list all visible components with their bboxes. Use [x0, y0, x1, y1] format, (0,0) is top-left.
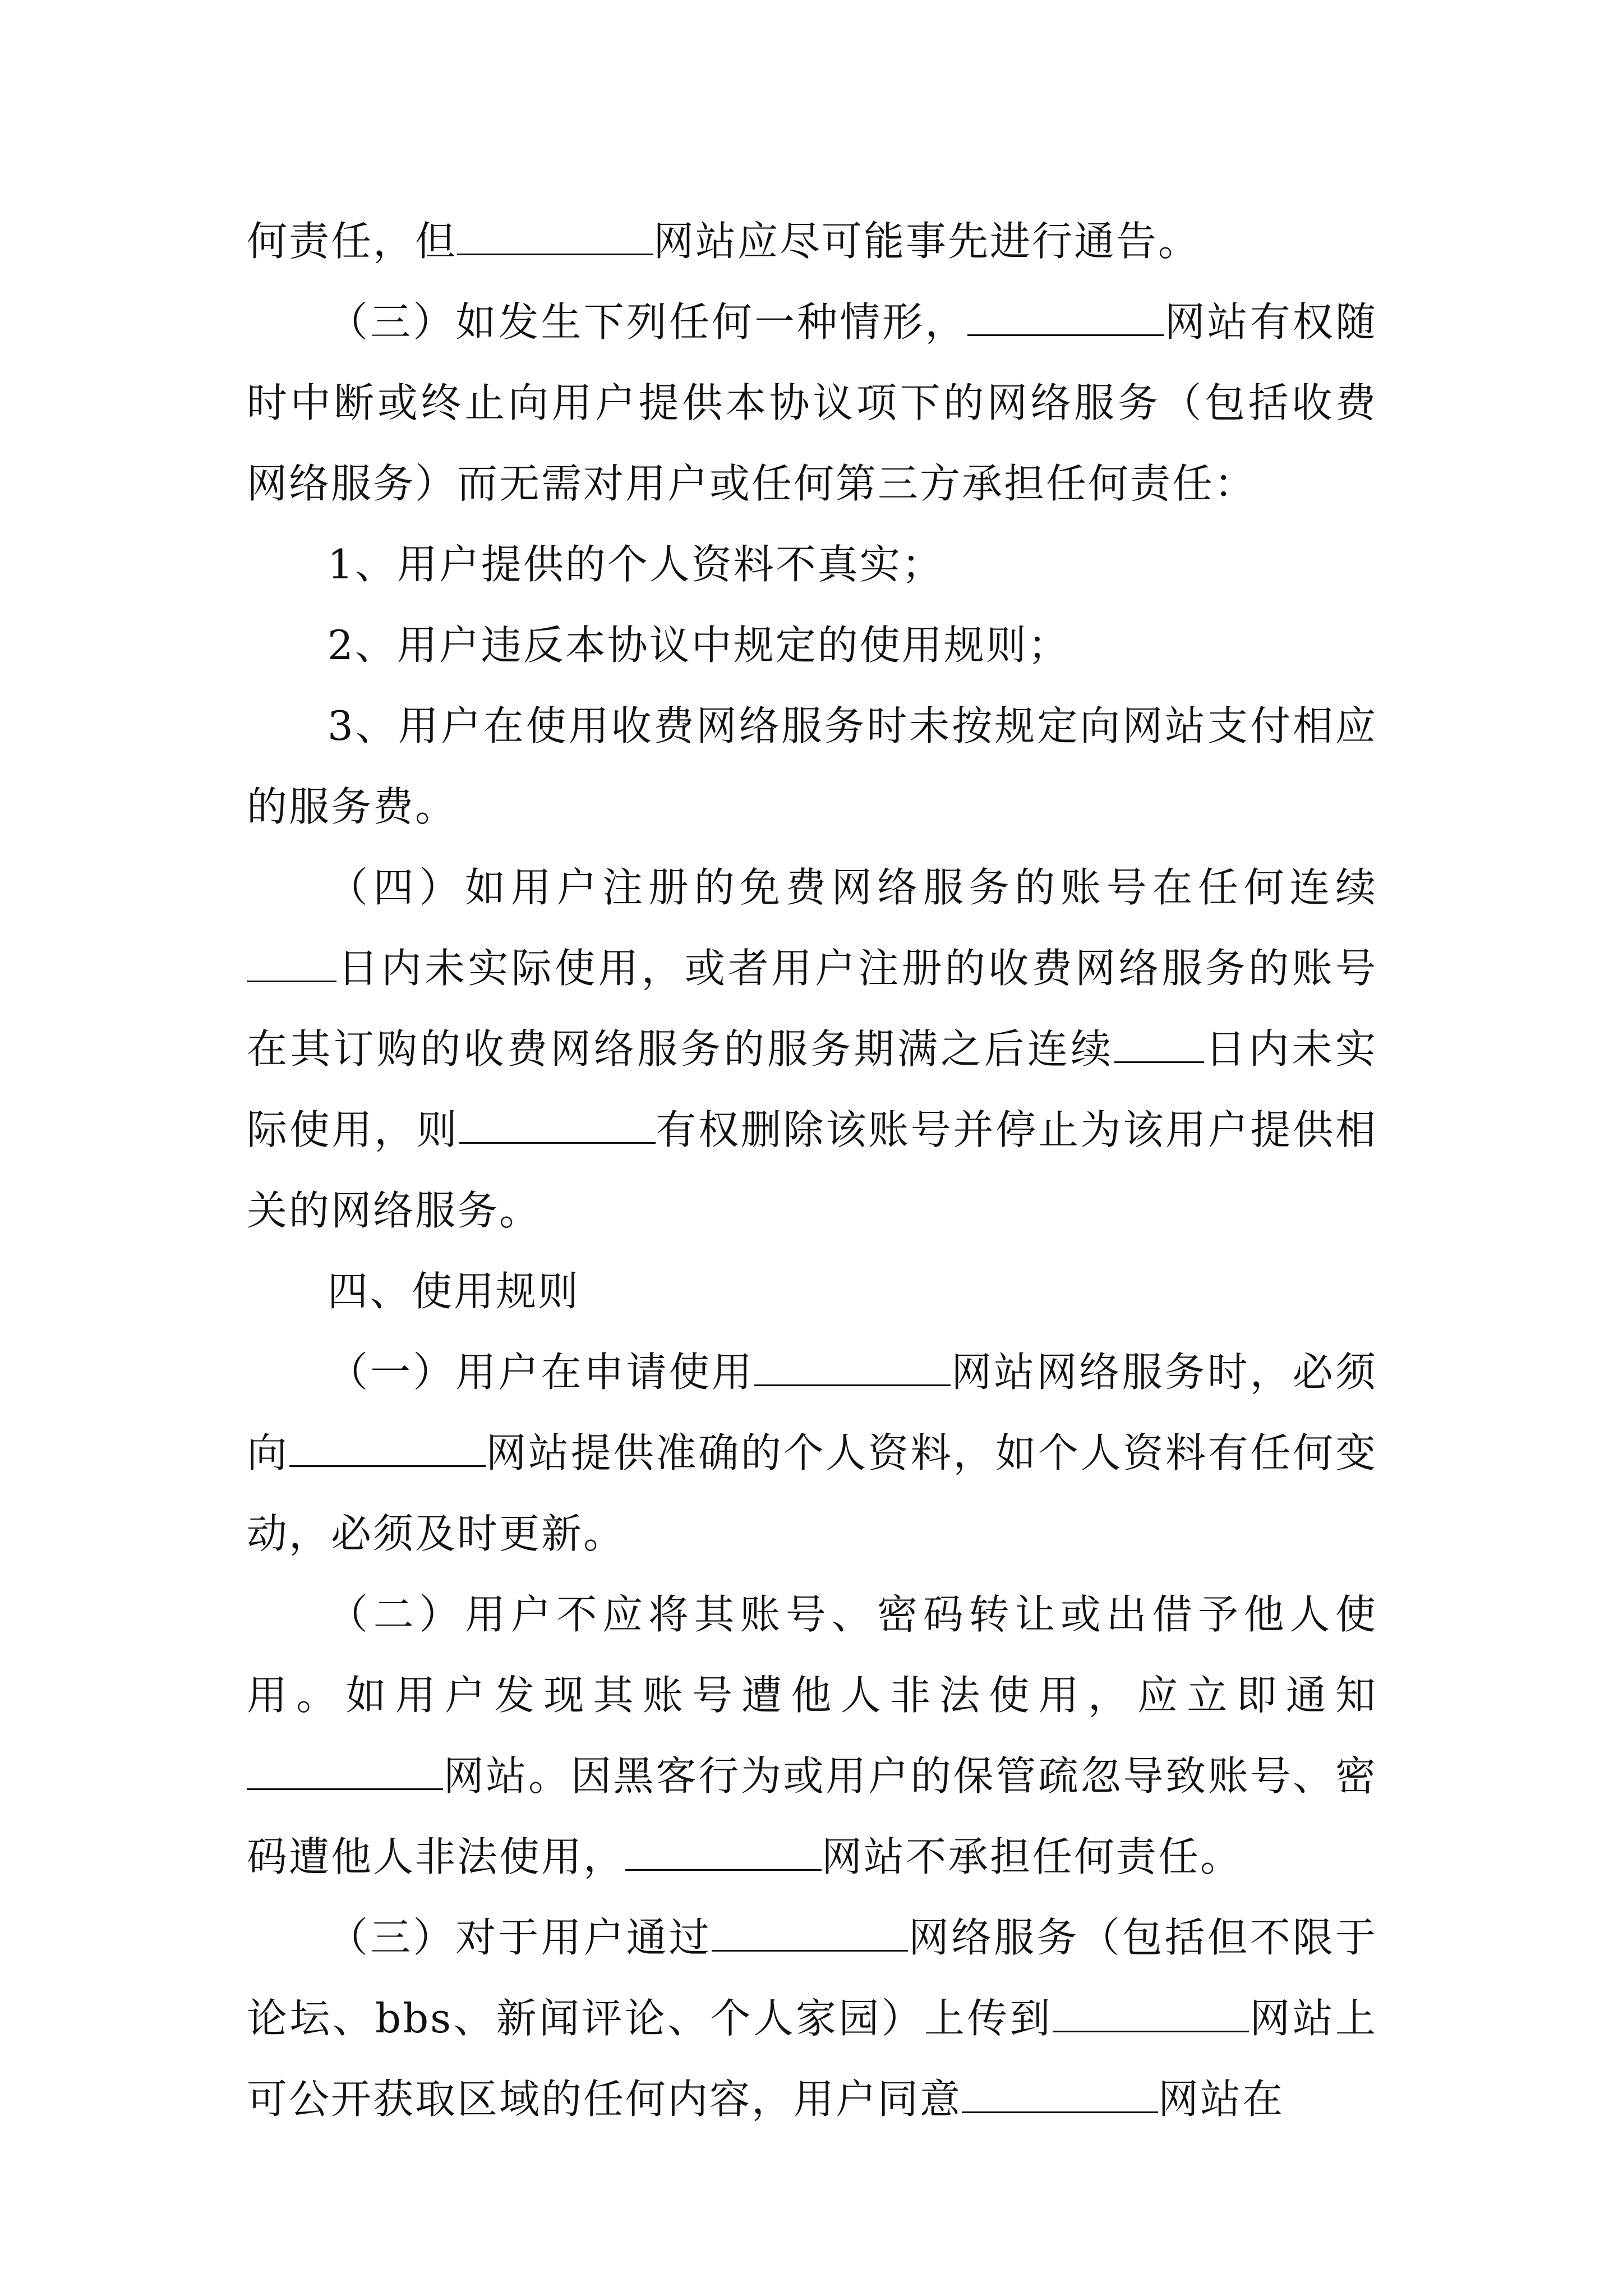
- fill-in-blank: [457, 218, 653, 255]
- paragraph: [247, 1574, 1377, 1897]
- paragraph: [247, 1332, 1377, 1574]
- paragraph: [247, 1251, 1377, 1332]
- fill-in-blank: [459, 1106, 656, 1144]
- paragraph-text: （一）用户在申请使用: [328, 1349, 754, 1396]
- paragraph: [247, 685, 1377, 847]
- paragraph: [247, 201, 1377, 282]
- paragraph: [247, 605, 1377, 685]
- paragraph-text: 有权删除该账号并停止为该用户提供相关的网络服务。: [247, 1106, 1377, 1234]
- paragraph-text: 1、用户提供的个人资料不真实；: [328, 541, 944, 588]
- paragraph-text: 网站提供准确的个人资料，如个人资料有任何变动，必须及时更新。: [247, 1429, 1377, 1557]
- paragraph: [247, 524, 1377, 605]
- fill-in-blank: [289, 1429, 486, 1467]
- fill-in-blank: [247, 1752, 443, 1790]
- fill-in-blank: [967, 298, 1164, 336]
- fill-in-blank: [625, 1833, 822, 1871]
- paragraph-text: 网站。因黑客行为或用户的保管疏忽导致账号、密码遭他人非法使用，: [247, 1752, 1377, 1880]
- paragraph-text: 2、用户违反本协议中规定的使用规则；: [328, 622, 1070, 669]
- paragraph-text: （三）如发生下列任何一种情形，: [328, 298, 968, 346]
- fill-in-blank: [754, 1349, 951, 1386]
- paragraph-text: 网站应尽可能事先进行通告。: [653, 218, 1201, 265]
- paragraph-text: （二）用户不应将其账号、密码转让或出借予他人使用。如用户发现其账号遭他人非法使用，应立即通知: [247, 1591, 1377, 1719]
- paragraph-text: 何责任，但: [247, 218, 458, 265]
- paragraph-text: 网络服务（包括但不限于论坛、bbs、新闻评论、个人家园）上传到: [247, 1914, 1377, 2042]
- fill-in-blank: [1114, 1025, 1204, 1063]
- paragraph-text: 日内未实际使用，或者用户注册的收费网络服务的账号在其订购的收费网络服务的服务期满之后连续: [247, 945, 1377, 1073]
- paragraph-text: 网站上可公开获取区域的任何内容，用户同意: [247, 1995, 1377, 2123]
- fill-in-blank: [247, 945, 336, 982]
- paragraph-text: （四）如用户注册的免费网络服务的账号在任何连续: [328, 864, 1377, 911]
- paragraph: [247, 847, 1377, 1251]
- paragraph-text: 网站有权随时中断或终止向用户提供本协议项下的网络服务（包括收费网络服务）而无需对用户或任何第三方承担任何责任：: [247, 298, 1377, 507]
- fill-in-blank: [712, 1914, 908, 1952]
- paragraph-text: 四、使用规则: [328, 1268, 580, 1315]
- paragraph-text: 网站网络服务时，必须向: [247, 1349, 1377, 1476]
- document-body: [247, 201, 1377, 2139]
- paragraph: [247, 1897, 1377, 2139]
- fill-in-blank: [1053, 1995, 1249, 2032]
- paragraph-text: 网站不承担任何责任。: [822, 1833, 1243, 1880]
- fill-in-blank: [962, 2076, 1158, 2113]
- paragraph-text: 日内未实际使用，则: [247, 1025, 1377, 1153]
- paragraph-text: 3、用户在使用收费网络服务时未按规定向网站支付相应的服务费。: [247, 702, 1377, 830]
- paragraph-text: （三）对于用户通过: [328, 1914, 712, 1961]
- paragraph: [247, 282, 1377, 524]
- paragraph-text: 网站在: [1158, 2076, 1285, 2123]
